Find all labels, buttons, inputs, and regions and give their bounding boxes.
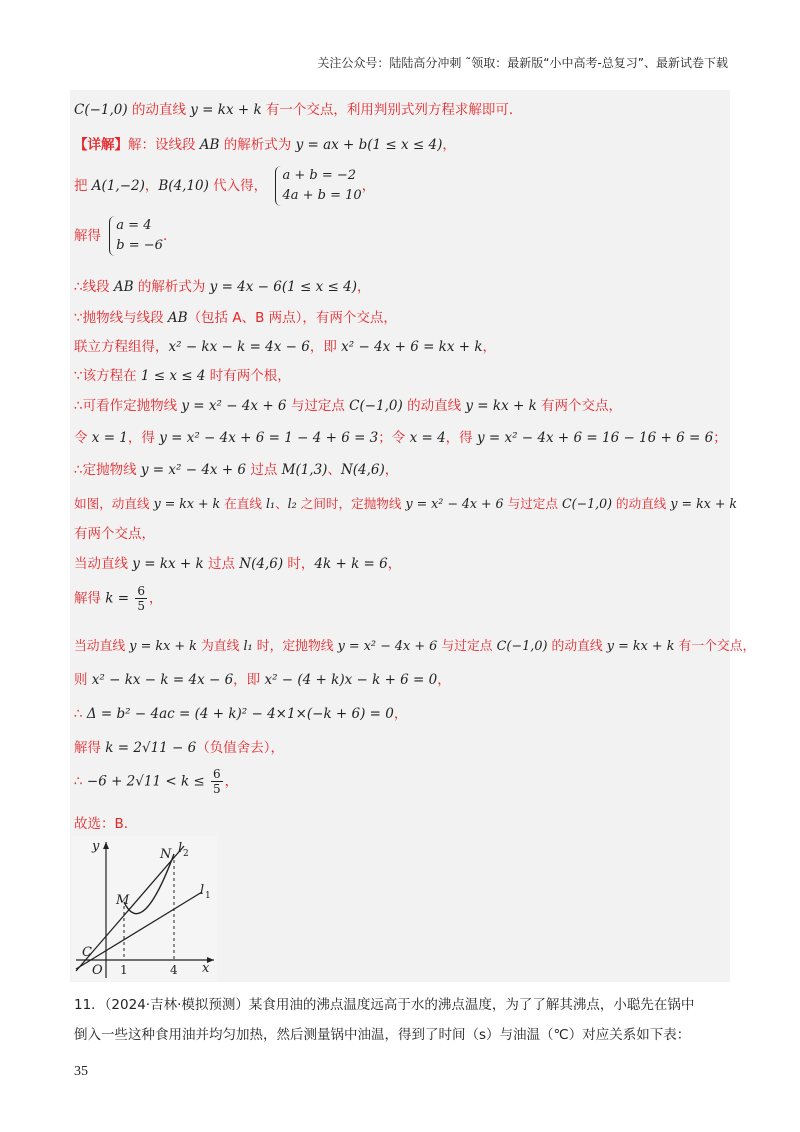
equation-system-1: a + b = −2 4a + b = 10 — [275, 166, 361, 206]
solution-line-10: 令 x = 1，得 y = x² − 4x + 6 = 1 − 4 + 6 = 3；令 x = 4，得 y = x² − 4x + 6 = 16 − 16 + 6 = 6； — [74, 430, 727, 446]
solution-line-12: 如图，动直线 y = kx + k 在直线 l₁、l₂ 之间时，定抛物线 y = x² − 4x + 6 与过定点 C(−1,0) 的动直线 y = kx + k — [74, 496, 738, 511]
question-line-1: 11．（2024·吉林·模拟预测）某食用油的沸点温度远高于水的沸点温度，为了了解其沸点，小聪先在锅中 — [74, 997, 695, 1013]
point-c-label: C — [82, 945, 92, 960]
fraction-six-fifths: $\frac{6}{5}$ — [137, 584, 146, 613]
solution-line-21: 故选：B． — [74, 816, 138, 832]
solution-line-5: ∴线段 AB 的解析式为 y = 4x − 6(1 ≤ x ≤ 4)， — [74, 279, 371, 295]
line-l1-label: l — [200, 883, 205, 898]
solution-line-3: 把 A(1,−2)，B(4,10) 代入得， a + b = −2 4a + b = 10 ， — [74, 166, 375, 206]
solution-line-15: 解得 k = $\frac{6}{5}$ ， — [74, 584, 163, 613]
question-line-2: 倒入一些这种食用油并均匀加热，然后测量锅中油温，得到了时间（s）与油温（℃）对应关系如下表： — [74, 1027, 691, 1043]
line-l2-label: l — [178, 841, 183, 856]
solution-line-8: ∵该方程在 1 ≤ x ≤ 4 时有两个根， — [74, 368, 291, 384]
tick-label-1: 1 — [120, 963, 128, 977]
point-n-label: N — [160, 847, 172, 862]
solution-line-20: ∴ −6 + 2√11 < k ≤ $\frac{6}{5}$ ， — [74, 767, 239, 796]
solution-line-14: 当动直线 y = kx + k 过点 N(4,6) 时，4k + k = 6， — [74, 556, 402, 572]
line-l1-subscript: 1 — [205, 891, 211, 901]
solution-line-13: 有两个交点， — [74, 526, 155, 542]
detail-tag: 【详解】 — [74, 137, 128, 153]
page-header: 关注公众号：陆陆高分冲刺 ˜领取：最新版“小中高考-总复习”、最新试卷下载 — [317, 56, 728, 70]
solution-line-19: 解得 k = 2√11 − 6（负值舍去）， — [74, 740, 284, 756]
graph-figure — [72, 836, 217, 981]
origin-label: O — [92, 963, 103, 978]
solution-line-4: 解得 a = 4 b = −6 ． — [74, 216, 176, 256]
solution-line-9: ∴可看作定抛物线 y = x² − 4x + 6 与过定点 C(−1,0) 的动直线 y = kx + k 有两个交点， — [74, 398, 623, 414]
solution-line-2: 【详解】解：设线段 AB 的解析式为 y = ax + b(1 ≤ x ≤ 4)， — [74, 137, 456, 153]
solution-line-16: 当动直线 y = kx + k 为直线 l₁ 时，定抛物线 y = x² − 4x + 6 与过定点 C(−1,0) 的动直线 y = kx + k 有一个交点， — [74, 639, 756, 654]
fraction-six-fifths-2: $\frac{6}{5}$ — [213, 767, 221, 796]
page-number: 35 — [74, 1064, 88, 1079]
solution-line-1: C(−1,0) 的动直线 y = kx + k 有一个交点，利用判别式列方程求解即可． — [74, 102, 523, 118]
solution-line-6: ∵抛物线与线段 AB（包括 A、B 两点），有两个交点， — [74, 310, 397, 326]
line-l2-subscript: 2 — [183, 849, 189, 859]
solution-line-7: 联立方程组得，x² − kx − k = 4x − 6，即 x² − 4x + 6 = kx + k， — [74, 339, 497, 355]
equation-system-2: a = 4 b = −6 — [109, 216, 163, 256]
point-m-label: M — [116, 893, 130, 908]
solution-line-17: 则 x² − kx − k = 4x − 6，即 x² − (4 + k)x − k + 6 = 0， — [74, 672, 451, 688]
y-axis-label: y — [92, 839, 100, 854]
solution-line-18: ∴ Δ = b² − 4ac = (4 + k)² − 4×1×(−k + 6) = 0， — [74, 706, 408, 722]
x-axis-label: x — [202, 961, 210, 976]
tick-label-4: 4 — [170, 963, 178, 977]
solution-line-11: ∴定抛物线 y = x² − 4x + 6 过点 M(1,3)、N(4,6)， — [74, 462, 399, 478]
